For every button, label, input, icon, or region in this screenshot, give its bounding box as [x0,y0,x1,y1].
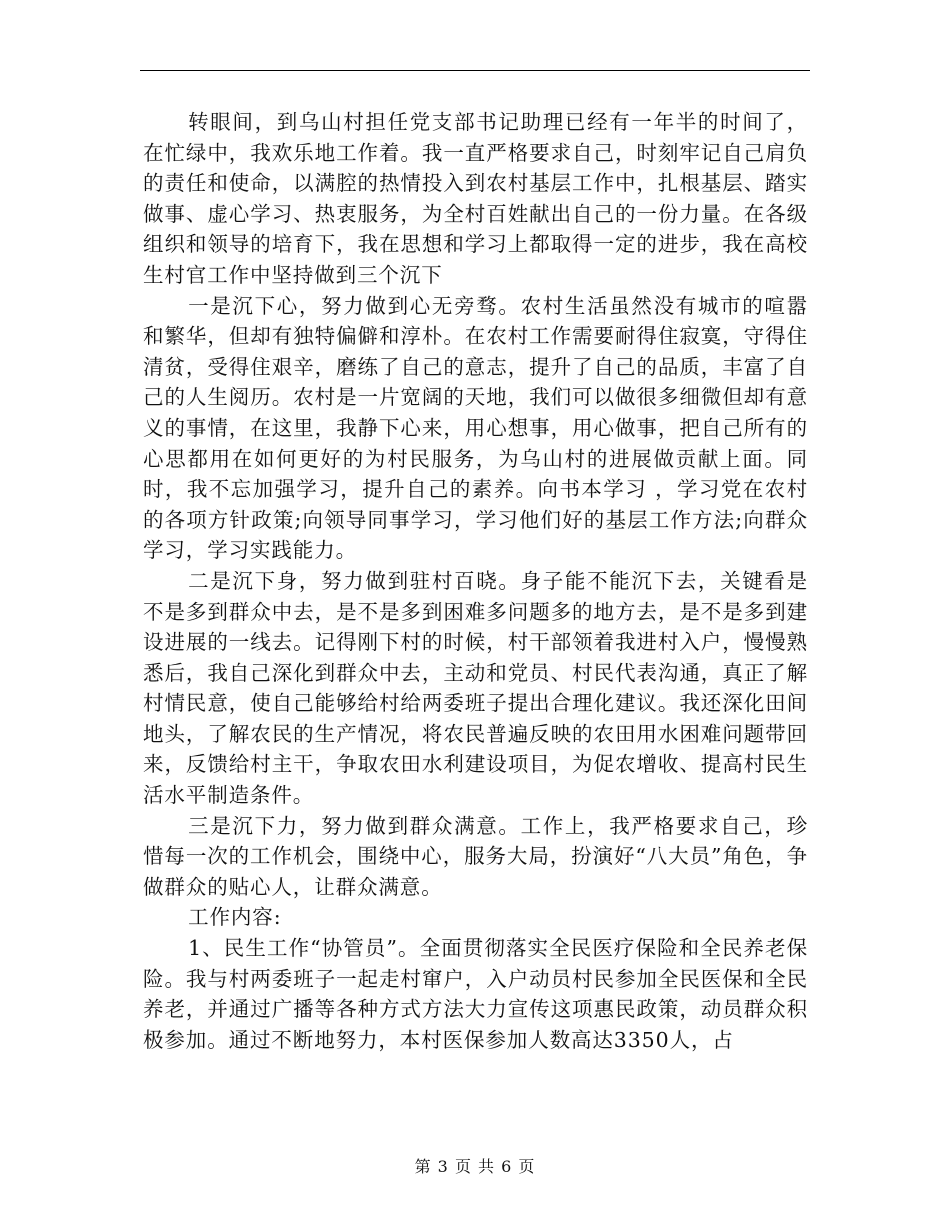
paragraph-third: 三是沉下力，努力做到群众满意。工作上，我严格要求自己，珍惜每一次的工作机会，围绕中心，服务大局，扮演好“八大员”角色，争做群众的贴心人，让群众满意。 [143,813,808,899]
body-text [143,107,808,1055]
paragraph-intro: 转眼间，到乌山村担任党支部书记助理已经有一年半的时间了，在忙绿中，我欢乐地工作着。我一直严格要求自己，时刻牢记自己肩负的责任和使命，以满腔的热情投入到农村基层工作中，扎根基层、踏实做事、虚心学习、热衷服务，为全村百姓献出自己的一份力量。在各级组织和领导的培育下，我在思想和学习上都取得一定的进步，我在高校生村官工作中坚持做到三个沉下 [143,110,808,287]
paragraph-second: 二是沉下身，努力做到驻村百晓。身子能不能沉下去，关键看是不是多到群众中去，是不是多到困难多问题多的地方去，是不是多到建设进展的一线去。记得刚下村的时候，村干部领着我进村入户，慢慢熟悉后，我自己深化到群众中去，主动和党员、村民代表沟通，真正了解村情民意，使自己能够给村给两委班子提出合理化建议。我还深化田间地头，了解农民的生产情况，将农民普遍反映的农田用水困难问题带回来，反馈给村主干，争取农田水利建设项目，为促农增收、提高村民生活水平制造条件。 [143,568,808,808]
header-rule [140,70,810,71]
paragraph-first: 一是沉下心，努力做到心无旁骛。农村生活虽然没有城市的喧嚣和繁华，但却有独特偏僻和淳朴。在农村工作需要耐得住寂寞，守得住清贫，受得住艰辛，磨练了自己的意志，提升了自己的品质，丰富了自己的人生阅历。农村是一片宽阔的天地，我们可以做很多细微但却有意义的事情，在这里，我静下心来，用心想事，用心做事，把自己所有的心思都用在如何更好的为村民服务，为乌山村的进展做贡献上面。同时，我不忘加强学习，提升自己的素养。向书本学习 ，学习党在农村的各项方针政策;向领导同事学习，学习他们好的基层工作方法;向群众学习，学习实践能力。 [143,293,808,563]
paragraph-work-item-1: 1、民生工作“协管员”。全面贯彻落实全民医疗保险和全民养老保险。我与村两委班子一起走村窜户，入户动员村民参加全民医保和全民养老，并通过广播等各种方式方法大力宣传这项惠民政策，动员群众积极参加。通过不断地努力，本村医保参加人数高达3350人，占 [143,936,808,1052]
page-footer: 第 3 页 共 6 页 [414,1157,536,1176]
paragraph-work-heading: 工作内容: [188,905,282,930]
